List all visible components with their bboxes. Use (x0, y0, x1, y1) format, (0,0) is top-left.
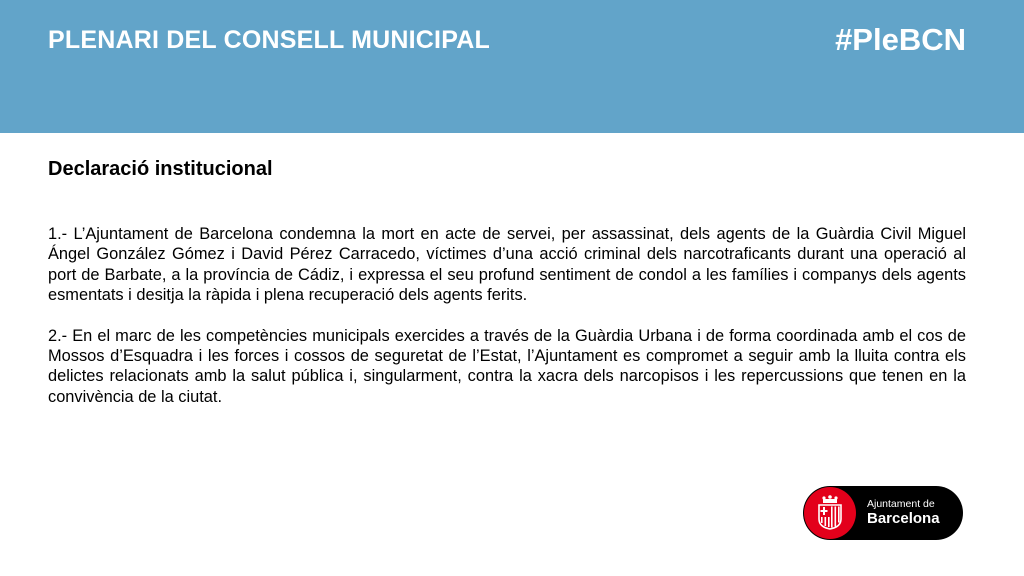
header-bar (0, 0, 1024, 133)
ajuntament-logo (803, 486, 963, 540)
logo-text-barcelona: Barcelona (867, 510, 940, 527)
section-title: Declaració institucional (48, 158, 273, 180)
logo-text-ajuntament: Ajuntament de (867, 498, 935, 510)
barcelona-coat-of-arms-icon (804, 487, 856, 539)
paragraph-1: 1.- L’Ajuntament de Barcelona condemna la mort en acte de servei, per assassinat, dels agents de la Guàrdia Civil Miguel Ángel González Gómez i David Pérez Carracedo, víctimes d’una acció criminal dels narcotraficants durant una operació al port de Barbate, a la província de Cádiz, i expressa el seu profund sentiment de condol a les famílies i companys dels agents esmentats i desitja la ràpida i plena recuperació dels agents ferits. (48, 225, 966, 305)
header-title: PLENARI DEL CONSELL MUNICIPAL (48, 26, 490, 54)
declaration-body (48, 224, 966, 427)
header-hashtag: #PleBCN (835, 22, 966, 57)
paragraph-2: 2.- En el marc de les competències municipals exercides a través de la Guàrdia Urbana i de forma coordinada amb el cos de Mossos d’Esquadra i les forces i cossos de seguretat de l’Estat, l’Ajuntament es compromet a seguir amb la lluita contra els delictes relacionats amb la salut pública i, singularment, contra la xacra dels narcopisos i les repercussions que tenen en la convivència de la ciutat. (48, 326, 966, 406)
